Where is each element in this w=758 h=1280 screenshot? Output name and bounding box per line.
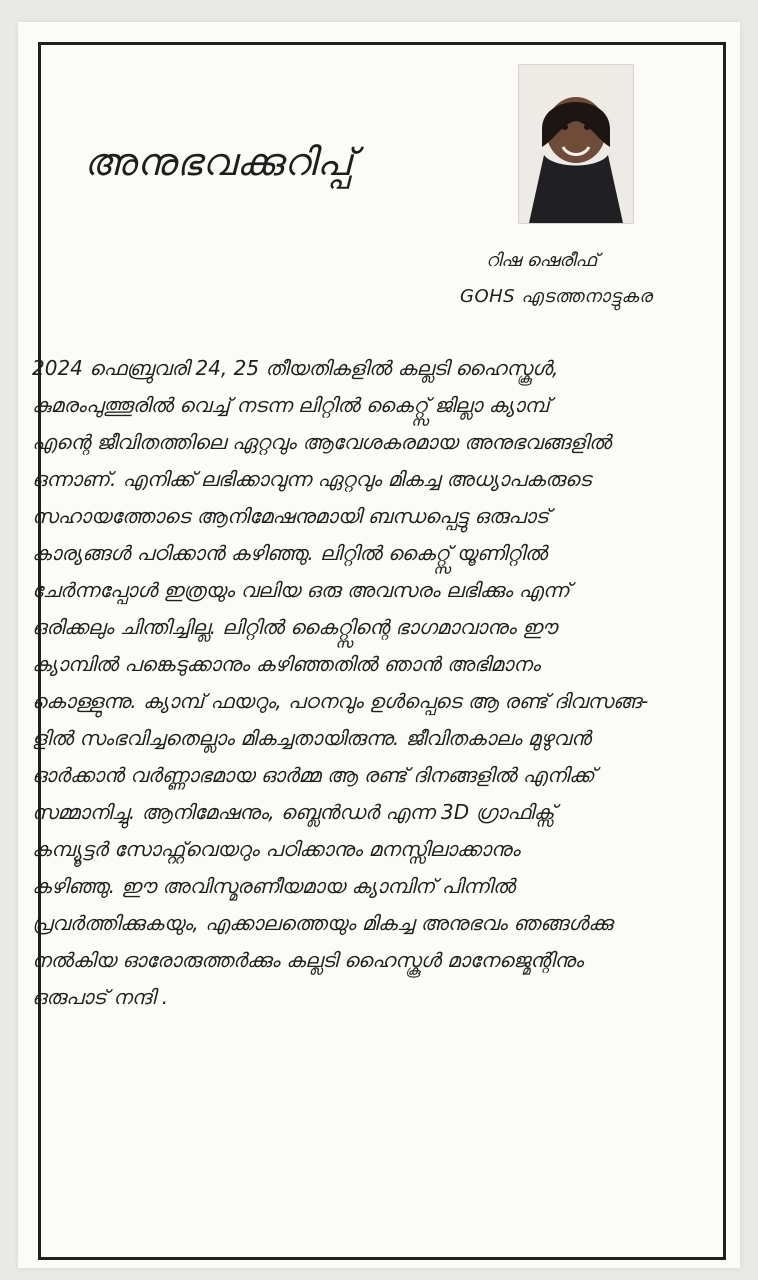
author-photo-image — [519, 65, 633, 223]
body-line: കമ്പ്യൂട്ടർ സോഫ്റ്റ്‌വെയറും പഠിക്കാനും മനസ്സിലാക്കാനും — [32, 837, 520, 861]
body-line: സഹായത്തോടെ ആനിമേഷനുമായി ബന്ധപ്പെട്ടു ഒരുപാട് — [32, 504, 550, 528]
body-text — [32, 350, 730, 1016]
body-line: പ്രവർത്തിക്കുകയും, എക്കാലത്തെയും മികച്ച അനുഭവം ഞങ്ങൾക്കു — [32, 911, 613, 935]
body-line: ഒന്നാണ്. എനിക്ക് ലഭിക്കാവുന്ന ഏറ്റവും മികച്ച അധ്യാപകരുടെ — [32, 467, 591, 491]
body-line: 2024 ഫെബ്രുവരി 24, 25 തീയതികളിൽ കല്ലടി ഹൈസ്കൂൾ, — [32, 356, 559, 380]
body-line: ഓർക്കാൻ വർണ്ണാഭമായ ഓർമ്മ ആ രണ്ട് ദിനങ്ങളിൽ എനിക്ക് — [32, 763, 595, 787]
document-sheet — [18, 22, 740, 1268]
body-line: ചേർന്നപ്പോൾ ഇത്രയും വലിയ ഒരു അവസരം ലഭിക്കും എന്ന് — [32, 578, 570, 602]
body-line: കുമരംപുത്തൂരിൽ വെച്ച് നടന്ന ലിറ്റിൽ കൈറ്റ്സ് ജില്ലാ ക്യാമ്പ് — [32, 393, 550, 417]
body-line: നൽകിയ ഓരോരുത്തർക്കും കല്ലടി ഹൈസ്കൂൾ മാനേജ്മെന്റിനും — [32, 948, 584, 972]
body-line: കഴിഞ്ഞു. ഈ അവിസ്മരണീയമായ ക്യാമ്പിന് പിന്നിൽ — [32, 874, 515, 898]
body-line: കാര്യങ്ങൾ പഠിക്കാൻ കഴിഞ്ഞു. ലിറ്റിൽ കൈറ്റ്സ് യൂണിറ്റിൽ — [32, 541, 547, 565]
author-name: റിഷ ഷെരീഫ് — [486, 250, 598, 271]
body-line: ളിൽ സംഭവിച്ചതെല്ലാം മികച്ചതായിരുന്നു. ജീവിതകാലം മുഴുവൻ — [32, 726, 591, 750]
document-title: അനുഭവക്കുറിപ്പ് — [84, 140, 354, 184]
body-line: ഒരിക്കലും ചിന്തിച്ചില്ല. ലിറ്റിൽ കൈറ്റ്സിന്റെ ഭാഗമാവാനും ഈ — [32, 615, 557, 639]
author-photo — [518, 64, 634, 224]
body-line: എന്റെ ജീവിതത്തിലെ ഏറ്റവും ആവേശകരമായ അനുഭവങ്ങളിൽ — [32, 430, 612, 454]
body-line: ഒരുപാട് നന്ദി . — [32, 985, 169, 1009]
body-line: കൊള്ളുന്നു. ക്യാമ്പ് ഫയറും, പഠനവും ഉൾപ്പെടെ ആ രണ്ട് ദിവസങ്ങ- — [32, 689, 649, 713]
author-school: GOHS എടത്തനാട്ടുകര — [460, 286, 653, 307]
body-line: ക്യാമ്പിൽ പങ്കെടുക്കാനും കഴിഞ്ഞതിൽ ഞാൻ അഭിമാനം — [32, 652, 541, 676]
body-line: സമ്മാനിച്ചു. ആനിമേഷനും, ബ്ലെൻഡർ എന്ന 3D ഗ്രാഫിക്സ് — [32, 800, 555, 824]
